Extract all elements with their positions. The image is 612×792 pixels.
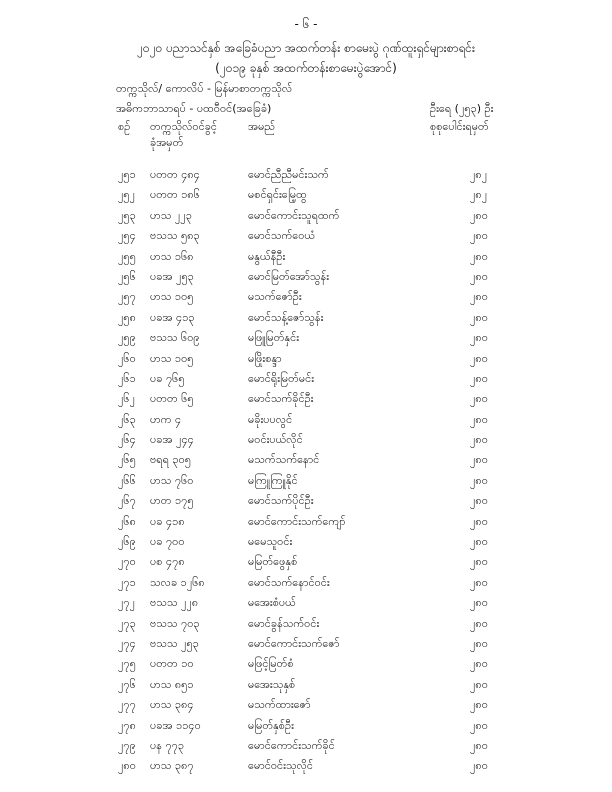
row-number: ၂၆၄ (118, 433, 136, 447)
row-number: ၂၇၀ (118, 555, 136, 569)
row-number: ၂၇၂ (118, 596, 135, 610)
row-number: ၂၅၃ (118, 208, 136, 222)
student-name: မောင်သက်နောင်ဝင်း (248, 575, 330, 589)
total-score: ၂၈၀ (470, 535, 488, 549)
document-title: ၂၀၂၀ ပညာသင်နှစ် အခြေခံပညာ အထက်တန်း စာမေးပွဲ ဂုဏ်ထူးရှင်များစာရင်း (136, 41, 475, 55)
roll-number: ဗသသ ၂၅၃ (150, 636, 199, 650)
student-name: မောင်သက်ဝေယံ (248, 229, 316, 243)
row-number: ၂၅၁ (118, 168, 136, 181)
table-row (0, 576, 612, 596)
table-row (0, 474, 612, 494)
student-name: မောင်သက်ပိုင်ဦး (248, 494, 314, 508)
roll-number: ဟသ ၁၆၈ (150, 249, 194, 263)
student-name: မောင်မြတ်အော်သွန်း (248, 269, 330, 283)
roll-number: ဟသ ၂၂၃ (150, 208, 192, 222)
results-table (0, 168, 612, 780)
total-score: ၂၈၀ (470, 371, 488, 385)
roll-number: ဟသ ၃၈၇ (150, 759, 194, 773)
table-row (0, 168, 612, 188)
student-name: မောင်ကောင်းသက်ခိုင် (248, 738, 335, 752)
university-line: တက္ကသိုလ်/ ကောလိပ် - မြန်မာစာတက္ကသိုလ် (116, 82, 293, 95)
student-name: မောင်ကောင်းသက်ဇော် (248, 636, 340, 650)
table-row (0, 188, 612, 208)
table-row (0, 657, 612, 677)
row-number: ၂၇၅ (118, 657, 136, 671)
total-score: ၂၈၀ (470, 433, 488, 447)
header-roll-2: ခုံအမှတ် (150, 136, 184, 149)
total-score: ၂၈၀ (470, 208, 488, 222)
total-score: ၂၈၀ (470, 392, 488, 406)
row-number: ၂၆၉ (118, 535, 136, 549)
row-number: ၂၆၇ (118, 494, 136, 508)
student-name: မနွယ်နီဦး (248, 249, 286, 263)
roll-number: ဟသ ၁၀၅ (150, 351, 194, 365)
row-number: ၂၆၅ (118, 453, 136, 467)
roll-number: ပခအ ၂၅၃ (150, 269, 194, 283)
roll-number: ဗရရ ၃၀၅ (150, 453, 191, 467)
table-row (0, 678, 612, 698)
table-row (0, 637, 612, 657)
total-score: ၂၈၂ (470, 188, 488, 202)
table-row (0, 270, 612, 290)
total-score: ၂၈၀ (470, 698, 488, 712)
student-name: မစင်ရှင်းမြေ့ထွ (248, 188, 307, 202)
student-name: မအေးသုနှစ် (248, 677, 296, 691)
header-name: အမည် (248, 120, 276, 133)
table-row (0, 392, 612, 412)
student-name: မကြူကြူနိုင် (248, 473, 298, 487)
total-score: ၂၈၀ (470, 759, 488, 773)
header-no: စဉ် (118, 120, 131, 133)
row-number: ၂၅၄ (118, 229, 136, 243)
roll-number: ဗသသ ၂၂၈ (150, 596, 199, 610)
roll-number: ပစ ၄၇၈ (150, 555, 185, 569)
total-score: ၂၈၀ (470, 636, 488, 650)
student-name: မောင်ရိုးမြတ်မင်း (248, 371, 315, 385)
header-total: စုစုပေါင်းရမှတ် (430, 120, 489, 133)
total-score: ၂၈၀ (470, 310, 488, 324)
total-score: ၂၈၀ (470, 718, 488, 732)
table-row (0, 535, 612, 555)
roll-number: ပတတ ၄၈၄ (150, 168, 200, 181)
table-row (0, 229, 612, 249)
roll-number: ပခ ၄၁၈ (150, 514, 185, 528)
roll-number: ပတတ ၁၀ (150, 657, 194, 671)
total-score: ၂၈၀ (470, 351, 488, 365)
row-number: ၂၅၈ (118, 310, 136, 324)
roll-number: ပန ၇၇၃ (150, 738, 185, 752)
total-score: ၂၈၀ (470, 616, 488, 630)
student-name: မဝင်းပယ်လိုင် (248, 433, 303, 447)
table-row (0, 209, 612, 229)
roll-number: ဗသသ ၆၀၉ (150, 331, 200, 345)
table-row (0, 290, 612, 310)
row-number: ၂၆၆ (118, 473, 136, 487)
table-row (0, 372, 612, 392)
row-number: ၂၇၃ (118, 616, 136, 630)
table-row (0, 331, 612, 351)
table-row (0, 453, 612, 473)
table-row (0, 311, 612, 331)
student-name: မဖြူမြတ်နှင်း (248, 331, 300, 345)
row-number: ၂၅၂ (118, 188, 135, 202)
roll-number: ပခ ၇၀၀ (150, 535, 185, 549)
candidate-count: ဦးရေ (၂၅၃) ဦး (430, 102, 494, 115)
student-name: မောင်သန့်ဇော်သွန်း (248, 310, 324, 324)
row-number: ၂၆၃ (118, 412, 136, 426)
roll-number: ဟသ ၃၈၄ (150, 698, 194, 712)
roll-number: ဟသ ၈၅၁ (150, 677, 194, 691)
total-score: ၂၈၀ (470, 514, 488, 528)
table-row (0, 494, 612, 514)
student-name: မသက်ထားဇော် (248, 698, 311, 712)
total-score: ၂၈၀ (470, 249, 488, 263)
row-number: ၂၇၇ (118, 698, 136, 712)
total-score: ၂၈၀ (470, 331, 488, 345)
total-score: ၂၈၀ (470, 412, 488, 426)
roll-number: ဟတ ၁၇၅ (150, 494, 194, 508)
student-name: မဖြင့်မြတ်စံ (248, 657, 294, 671)
row-number: ၂၆၈ (118, 514, 136, 528)
page-number: - ၆ - (294, 17, 318, 31)
document-subtitle: (၂၀၁၉ ခုနှစ် အထက်တန်းစာမေးပွဲအောင်) (215, 61, 397, 75)
table-row (0, 719, 612, 739)
student-name: မောင်ကောင်းသူရထက် (248, 208, 340, 222)
roll-number: ပခအ ၄၁၃ (150, 310, 195, 324)
student-name: မောင်ခွန်သက်ဝင်း (248, 616, 320, 630)
table-row (0, 617, 612, 637)
student-name: မောင်ကောင်းသက်ကျော် (248, 514, 346, 528)
roll-number: ဟသ ၁၀၅ (150, 290, 194, 304)
roll-number: ပခအ ၁၁၄၀ (150, 718, 201, 732)
student-name: မောင်သက်ခိုင်ဦး (248, 392, 314, 406)
student-name: မသက်ဇော်ဦး (248, 290, 302, 304)
roll-number: ပခအ ၂၄၄ (150, 433, 194, 447)
student-name: မမေသူဝင်း (248, 535, 293, 549)
total-score: ၂၈၀ (470, 269, 488, 283)
student-name: မမြတ်နှစ်ဦး (248, 718, 294, 732)
roll-number: ဟက ၄ (150, 412, 182, 426)
roll-number: ပခ ၇၆၅ (150, 371, 185, 385)
student-name: မခိုးပပလွင် (248, 412, 293, 426)
total-score: ၂၈၀ (470, 290, 488, 304)
table-row (0, 759, 612, 779)
total-score: ၂၈၀ (470, 575, 488, 589)
table-row (0, 596, 612, 616)
major-subject-line: အဓိကဘာသာရပ် - ပထဝီဝင်(အခြေခံ) (116, 102, 272, 115)
row-number: ၂၅၆ (118, 269, 136, 283)
student-name: မသက်သက်နောင် (248, 453, 320, 467)
table-row (0, 250, 612, 270)
roll-number: ပတတ ၁၈၆ (150, 188, 200, 202)
header-roll: တက္ကသိုလ်ဝင်ခွင့် (150, 120, 217, 133)
roll-number: သလခ ၁၂၆၈ (150, 575, 205, 589)
row-number: ၂၆၀ (118, 351, 136, 365)
row-number: ၂၅၇ (118, 290, 136, 304)
total-score: ၂၈၀ (470, 738, 488, 752)
total-score: ၂၈၀ (470, 473, 488, 487)
row-number: ၂၇၆ (118, 677, 136, 691)
row-number: ၂၈၀ (118, 759, 136, 773)
row-number: ၂၇၁ (118, 575, 136, 589)
row-number: ၂၅၉ (118, 331, 136, 345)
total-score: ၂၈၀ (470, 657, 488, 671)
table-row (0, 433, 612, 453)
student-name: မောင်ညီညီမင်းသက် (248, 168, 329, 181)
total-score: ၂၈၀ (470, 555, 488, 569)
student-name: မအေးစံပယ် (248, 596, 296, 610)
roll-number: ဟသ ၇၆၀ (150, 473, 194, 487)
student-name: မမြတ်ဖွေနှစ် (248, 555, 298, 569)
table-row (0, 413, 612, 433)
roll-number: ဗသသ ၇၀၃ (150, 616, 200, 630)
table-row (0, 352, 612, 372)
total-score: ၂၈၀ (470, 677, 488, 691)
table-row (0, 555, 612, 575)
row-number: ၂၇၈ (118, 718, 136, 732)
table-row (0, 698, 612, 718)
student-name: မဖြိုးစန္ဒာ (248, 351, 282, 365)
student-name: မောင်ဝင်းသုလိုင် (248, 759, 314, 773)
row-number: ၂၅၅ (118, 249, 136, 263)
total-score: ၂၈၀ (470, 453, 488, 467)
row-number: ၂၇၄ (118, 636, 136, 650)
total-score: ၂၈၀ (470, 494, 488, 508)
row-number: ၂၇၉ (118, 738, 136, 752)
table-row (0, 515, 612, 535)
total-score: ၂၈၂ (470, 168, 488, 181)
roll-number: ဗသသ ၅၈၃ (150, 229, 200, 243)
total-score: ၂၈၀ (470, 596, 488, 610)
row-number: ၂၆၂ (118, 392, 135, 406)
total-score: ၂၈၀ (470, 229, 488, 243)
row-number: ၂၆၁ (118, 371, 136, 385)
table-row (0, 739, 612, 759)
roll-number: ပတတ ၆၅ (150, 392, 194, 406)
